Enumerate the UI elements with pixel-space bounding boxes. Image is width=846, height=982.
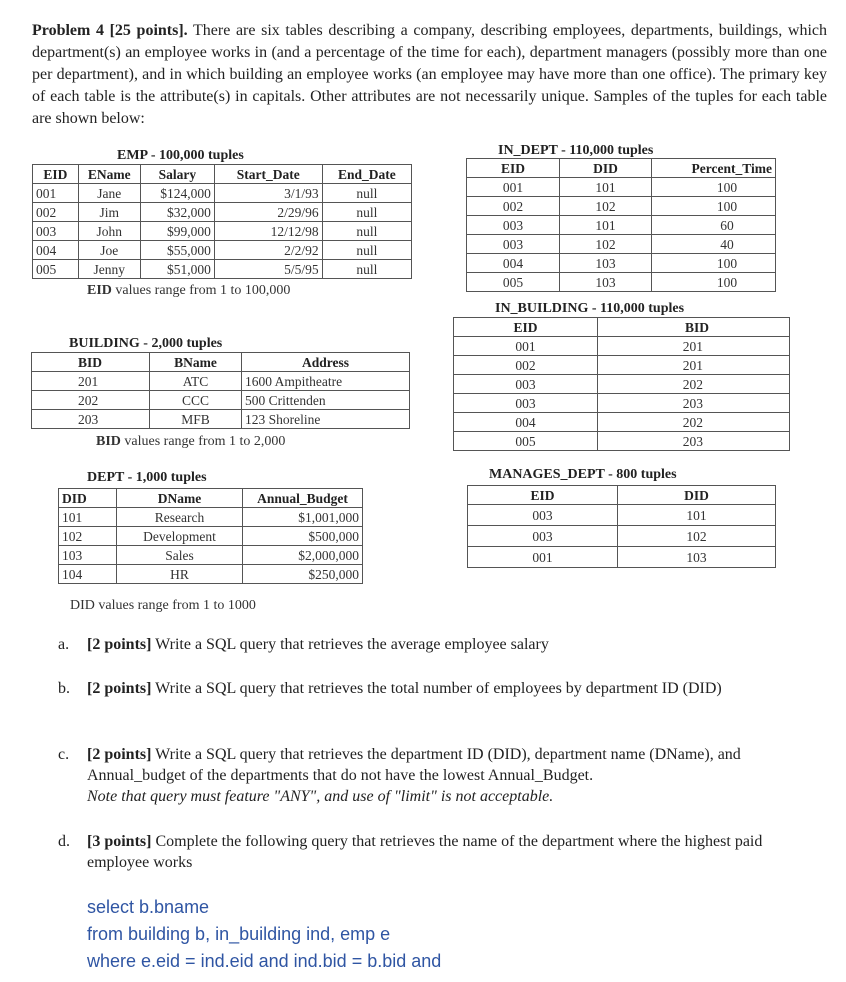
- manages-dept-cell: 003: [468, 505, 618, 526]
- table-row: [454, 356, 790, 375]
- emp-cell: null: [322, 222, 411, 241]
- question-b-points: [2 points]: [87, 680, 152, 697]
- emp-cell: null: [322, 203, 411, 222]
- emp-cell: 2/29/96: [214, 203, 322, 222]
- dept-cell: 101: [59, 508, 117, 527]
- table-row: [59, 527, 363, 546]
- building-cell: 1600 Ampitheatre: [242, 372, 410, 391]
- emp-cell: Jim: [78, 203, 140, 222]
- in-building-cell: 203: [598, 394, 790, 413]
- dept-cell: $2,000,000: [243, 546, 363, 565]
- emp-cell: 002: [33, 203, 79, 222]
- emp-cell: 3/1/93: [214, 184, 322, 203]
- problem-heading: Problem 4 [25 points].: [32, 22, 188, 39]
- in-building-cell: 002: [454, 356, 598, 375]
- emp-cell: null: [322, 241, 411, 260]
- emp-note-text: values range from 1 to 100,000: [111, 283, 291, 298]
- emp-cell: 003: [33, 222, 79, 241]
- manages-dept-cell: 102: [618, 526, 776, 547]
- question-b-label: b.: [58, 680, 70, 697]
- table-row: [454, 432, 790, 451]
- dept-cell: Sales: [117, 546, 243, 565]
- dept-col-did: DID: [59, 489, 117, 508]
- in-dept-cell: 100: [652, 273, 776, 292]
- emp-header-row: [33, 165, 412, 184]
- in-dept-cell: 103: [560, 254, 652, 273]
- table-row: [467, 273, 776, 292]
- in-dept-cell: 103: [560, 273, 652, 292]
- in-building-header-row: [454, 318, 790, 337]
- in-building-cell: 001: [454, 337, 598, 356]
- dept-cell: $1,001,000: [243, 508, 363, 527]
- building-cell: 202: [32, 391, 150, 410]
- building-header-row: [32, 353, 410, 372]
- table-row: [468, 505, 776, 526]
- question-c-note: Note that query must feature "ANY", and use of "limit" is not acceptable.: [87, 788, 554, 805]
- emp-col-eid: EID: [33, 165, 79, 184]
- sql-line-select: select b.bname: [87, 897, 210, 917]
- table-row: [468, 547, 776, 568]
- building-cell: 203: [32, 410, 150, 429]
- table-row: [32, 372, 410, 391]
- emp-table: [32, 164, 412, 279]
- dept-col-dname: DName: [117, 489, 243, 508]
- in-dept-cell: 40: [652, 235, 776, 254]
- table-row: [33, 222, 412, 241]
- dept-cell: $500,000: [243, 527, 363, 546]
- in-building-cell: 003: [454, 375, 598, 394]
- table-row: [33, 260, 412, 279]
- in-dept-cell: 101: [560, 216, 652, 235]
- building-cell: CCC: [150, 391, 242, 410]
- emp-col-ename: EName: [78, 165, 140, 184]
- table-row: [59, 508, 363, 527]
- in-dept-table-title: IN_DEPT - 110,000 tuples: [498, 143, 654, 158]
- question-d-label: d.: [58, 833, 70, 850]
- building-cell: ATC: [150, 372, 242, 391]
- building-col-address: Address: [242, 353, 410, 372]
- question-a-points: [2 points]: [87, 636, 152, 653]
- building-note-text: values range from 1 to 2,000: [120, 434, 286, 449]
- building-table: [31, 352, 410, 429]
- building-col-bname: BName: [150, 353, 242, 372]
- manages-dept-col-eid: EID: [468, 486, 618, 505]
- emp-cell: null: [322, 184, 411, 203]
- in-dept-col-eid: EID: [467, 159, 560, 178]
- in-dept-cell: 102: [560, 235, 652, 254]
- question-a-text: Write a SQL query that retrieves the average employee salary: [151, 636, 549, 653]
- table-row: [467, 216, 776, 235]
- table-row: [32, 391, 410, 410]
- question-c-points: [2 points]: [87, 746, 152, 763]
- in-dept-cell: 004: [467, 254, 560, 273]
- emp-col-salary: Salary: [140, 165, 214, 184]
- dept-range-note: DID values range from 1 to 1000: [70, 598, 256, 613]
- question-b: [58, 678, 803, 699]
- emp-cell: $51,000: [140, 260, 214, 279]
- question-c: [58, 744, 803, 807]
- question-d-text: Complete the following query that retrieves the name of the department where the highest paid employee works: [87, 833, 763, 871]
- building-col-bid: BID: [32, 353, 150, 372]
- in-building-cell: 003: [454, 394, 598, 413]
- question-c-label: c.: [58, 746, 70, 763]
- in-building-col-bid: BID: [598, 318, 790, 337]
- dept-table: [58, 488, 363, 584]
- question-a-label: a.: [58, 636, 70, 653]
- table-row: [33, 184, 412, 203]
- in-dept-col-did: DID: [560, 159, 652, 178]
- emp-note-key: EID: [87, 283, 112, 298]
- in-dept-cell: 100: [652, 178, 776, 197]
- emp-cell: 005: [33, 260, 79, 279]
- emp-cell: null: [322, 260, 411, 279]
- emp-cell: $124,000: [140, 184, 214, 203]
- in-dept-cell: 101: [560, 178, 652, 197]
- table-row: [454, 394, 790, 413]
- emp-cell: 12/12/98: [214, 222, 322, 241]
- sql-line-from: from building b, in_building ind, emp e: [87, 924, 391, 944]
- building-range-note: [96, 433, 285, 450]
- emp-range-note: [87, 282, 290, 299]
- in-building-cell: 005: [454, 432, 598, 451]
- question-d: [58, 831, 803, 873]
- in-dept-cell: 100: [652, 197, 776, 216]
- in-building-table: [453, 317, 790, 451]
- emp-cell: 004: [33, 241, 79, 260]
- emp-cell: Jane: [78, 184, 140, 203]
- dept-col-annual-budget: Annual_Budget: [243, 489, 363, 508]
- in-dept-cell: 003: [467, 216, 560, 235]
- in-building-table-title: IN_BUILDING - 110,000 tuples: [495, 301, 685, 316]
- table-row: [33, 203, 412, 222]
- in-building-col-eid: EID: [454, 318, 598, 337]
- emp-cell: $55,000: [140, 241, 214, 260]
- manages-dept-header-row: [468, 486, 776, 505]
- table-row: [32, 410, 410, 429]
- problem-intro: [32, 20, 827, 130]
- building-cell: 500 Crittenden: [242, 391, 410, 410]
- question-a: [58, 634, 803, 655]
- in-dept-cell: 003: [467, 235, 560, 254]
- dept-cell: 103: [59, 546, 117, 565]
- table-row: [467, 178, 776, 197]
- in-building-cell: 202: [598, 413, 790, 432]
- table-row: [467, 235, 776, 254]
- in-dept-col-percent-time: Percent_Time: [652, 159, 776, 178]
- in-dept-cell: 100: [652, 254, 776, 273]
- in-building-cell: 201: [598, 337, 790, 356]
- emp-cell: Jenny: [78, 260, 140, 279]
- question-c-text: Write a SQL query that retrieves the department ID (DID), department name (DName), and Annual_budget of the departments that do not have the lowest Annual_Budget.: [87, 746, 741, 784]
- building-cell: MFB: [150, 410, 242, 429]
- manages-dept-cell: 101: [618, 505, 776, 526]
- building-table-title: BUILDING - 2,000 tuples: [69, 336, 223, 351]
- in-building-cell: 004: [454, 413, 598, 432]
- in-dept-cell: 002: [467, 197, 560, 216]
- sql-line-where: where e.eid = ind.eid and ind.bid = b.bid and: [87, 951, 442, 971]
- table-row: [59, 565, 363, 584]
- table-row: [468, 526, 776, 547]
- table-row: [467, 197, 776, 216]
- manages-dept-table-title: MANAGES_DEPT - 800 tuples: [489, 467, 677, 482]
- table-row: [33, 241, 412, 260]
- table-row: [454, 413, 790, 432]
- table-row: [467, 254, 776, 273]
- emp-col-start-date: Start_Date: [214, 165, 322, 184]
- emp-cell: John: [78, 222, 140, 241]
- in-building-cell: 203: [598, 432, 790, 451]
- in-dept-cell: 60: [652, 216, 776, 235]
- emp-table-title: EMP - 100,000 tuples: [117, 148, 244, 163]
- in-dept-header-row: [467, 159, 776, 178]
- in-building-cell: 202: [598, 375, 790, 394]
- emp-cell: 5/5/95: [214, 260, 322, 279]
- dept-header-row: [59, 489, 363, 508]
- in-dept-cell: 102: [560, 197, 652, 216]
- in-dept-table: [466, 158, 776, 292]
- emp-cell: 2/2/92: [214, 241, 322, 260]
- in-dept-cell: 005: [467, 273, 560, 292]
- manages-dept-cell: 003: [468, 526, 618, 547]
- table-row: [454, 375, 790, 394]
- table-row: [59, 546, 363, 565]
- emp-cell: Joe: [78, 241, 140, 260]
- building-cell: 123 Shoreline: [242, 410, 410, 429]
- question-d-points: [3 points]: [87, 833, 152, 850]
- problem-description: There are six tables describing a company, describing employees, departments, buildings, which department(s) an employee works in (and a percentage of the time for each), department managers (possibly more than one per department), and in which building an employee works (an employee may have more than one office). The primary key of each table is the attribute(s) in capitals. Other attributes are not necessarily unique. Samples of the tuples for each table are shown below:: [32, 22, 828, 127]
- emp-cell: $32,000: [140, 203, 214, 222]
- sql-code-block: [87, 894, 441, 975]
- table-row: [454, 337, 790, 356]
- emp-col-end-date: End_Date: [322, 165, 411, 184]
- manages-dept-table: [467, 485, 776, 568]
- manages-dept-cell: 001: [468, 547, 618, 568]
- dept-cell: Development: [117, 527, 243, 546]
- building-cell: 201: [32, 372, 150, 391]
- dept-cell: HR: [117, 565, 243, 584]
- dept-cell: 102: [59, 527, 117, 546]
- manages-dept-col-did: DID: [618, 486, 776, 505]
- dept-table-title: DEPT - 1,000 tuples: [87, 470, 207, 485]
- dept-cell: 104: [59, 565, 117, 584]
- dept-cell: Research: [117, 508, 243, 527]
- building-note-key: BID: [96, 434, 121, 449]
- dept-cell: $250,000: [243, 565, 363, 584]
- emp-cell: $99,000: [140, 222, 214, 241]
- in-building-cell: 201: [598, 356, 790, 375]
- in-dept-cell: 001: [467, 178, 560, 197]
- emp-cell: 001: [33, 184, 79, 203]
- manages-dept-cell: 103: [618, 547, 776, 568]
- question-b-text: Write a SQL query that retrieves the total number of employees by department ID (DID): [151, 680, 722, 697]
